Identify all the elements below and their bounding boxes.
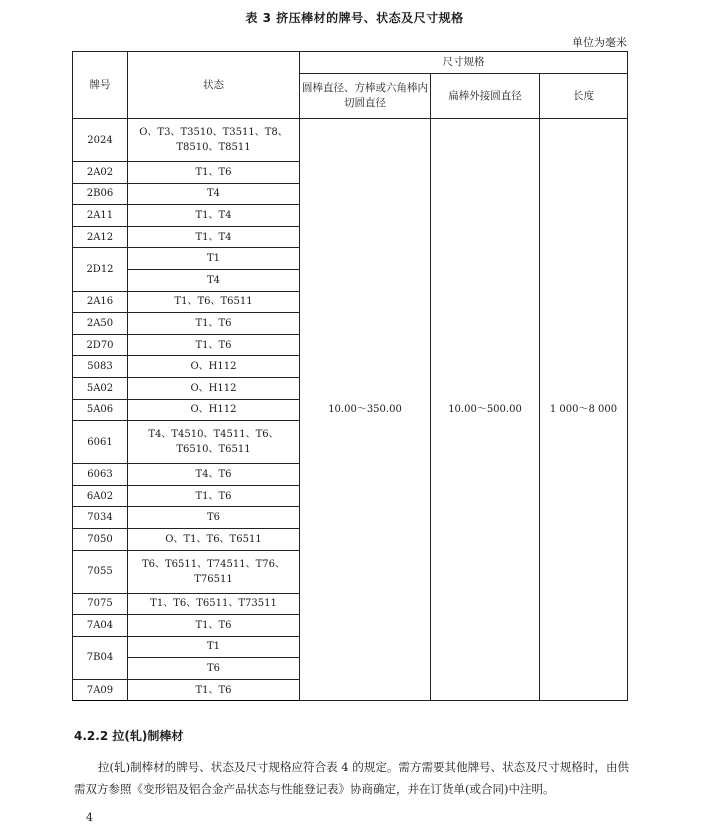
temper-cell: T1、T6、T6511、T73511 — [128, 593, 300, 615]
temper-cell: T4、T4510、T4511、T6、T6510、T6511 — [128, 421, 300, 464]
page-number: 4 — [86, 811, 93, 824]
unit-note: 单位为毫米 — [572, 36, 627, 49]
temper-cell: T1、T4 — [128, 226, 300, 248]
header-grade: 牌号 — [73, 52, 128, 119]
grade-cell: 6063 — [73, 464, 128, 486]
section-heading: 4.2.2 拉(轧)制棒材 — [74, 729, 184, 743]
grade-cell: 7A09 — [73, 679, 128, 701]
grade-cell: 2A02 — [73, 162, 128, 184]
round-diameter-value: 10.00～350.00 — [300, 119, 431, 701]
header-temper: 状态 — [128, 52, 300, 119]
grade-cell: 2A50 — [73, 313, 128, 335]
temper-cell: T6、T6511、T74511、T76、T76511 — [128, 550, 300, 593]
grade-cell: 2D70 — [73, 334, 128, 356]
grade-cell: 2A12 — [73, 226, 128, 248]
flat-diameter-value: 10.00～500.00 — [431, 119, 540, 701]
temper-cell: T1 — [128, 248, 300, 270]
grade-cell: 5A06 — [73, 399, 128, 421]
header-round-diameter: 圆棒直径、方棒或六角棒内切圆直径 — [300, 74, 431, 119]
temper-cell: T4、T6 — [128, 464, 300, 486]
temper-cell: T1、T6、T6511 — [128, 291, 300, 313]
temper-cell: O、T3、T3510、T3511、T8、T8510、T8511 — [128, 119, 300, 162]
grade-cell: 5083 — [73, 356, 128, 378]
grade-cell: 6A02 — [73, 485, 128, 507]
grade-cell: 7050 — [73, 528, 128, 550]
grade-cell: 2024 — [73, 119, 128, 162]
grade-cell: 7034 — [73, 507, 128, 529]
grade-cell: 2A16 — [73, 291, 128, 313]
table-row — [73, 119, 628, 162]
temper-cell: O、H112 — [128, 399, 300, 421]
temper-cell: T4 — [128, 269, 300, 291]
grade-cell: 7A04 — [73, 615, 128, 637]
temper-cell: O、T1、T6、T6511 — [128, 528, 300, 550]
grade-cell: 7B04 — [73, 636, 128, 679]
temper-cell: T4 — [128, 183, 300, 205]
temper-cell: T6 — [128, 658, 300, 680]
grade-cell: 6061 — [73, 421, 128, 464]
temper-cell: T1、T4 — [128, 205, 300, 227]
temper-cell: T1、T6 — [128, 679, 300, 701]
temper-cell: T6 — [128, 507, 300, 529]
section-paragraph: 拉(轧)制棒材的牌号、状态及尺寸规格应符合表 4 的规定。需方需要其他牌号、状态及尺寸规格时，由供需双方参照《变形铝及铝合金产品状态与性能登记表》协商确定，并在订货单(或合同)中注明。 — [74, 760, 629, 796]
temper-cell: T1 — [128, 636, 300, 658]
temper-cell: O、H112 — [128, 377, 300, 399]
grade-cell: 7075 — [73, 593, 128, 615]
grade-cell: 5A02 — [73, 377, 128, 399]
grade-cell: 7055 — [73, 550, 128, 593]
table-title: 表 3 挤压棒材的牌号、状态及尺寸规格 — [245, 11, 464, 25]
extruded-bar-spec-table — [72, 51, 628, 701]
header-size-spec: 尺寸规格 — [300, 52, 628, 74]
header-length: 长度 — [540, 74, 628, 119]
header-flat-diameter: 扁棒外接圆直径 — [431, 74, 540, 119]
length-value: 1 000～8 000 — [540, 119, 628, 701]
temper-cell: T1、T6 — [128, 313, 300, 335]
grade-cell: 2D12 — [73, 248, 128, 291]
temper-cell: T1、T6 — [128, 162, 300, 184]
grade-cell: 2A11 — [73, 205, 128, 227]
temper-cell: T1、T6 — [128, 485, 300, 507]
temper-cell: O、H112 — [128, 356, 300, 378]
temper-cell: T1、T6 — [128, 334, 300, 356]
grade-cell: 2B06 — [73, 183, 128, 205]
temper-cell: T1、T6 — [128, 615, 300, 637]
